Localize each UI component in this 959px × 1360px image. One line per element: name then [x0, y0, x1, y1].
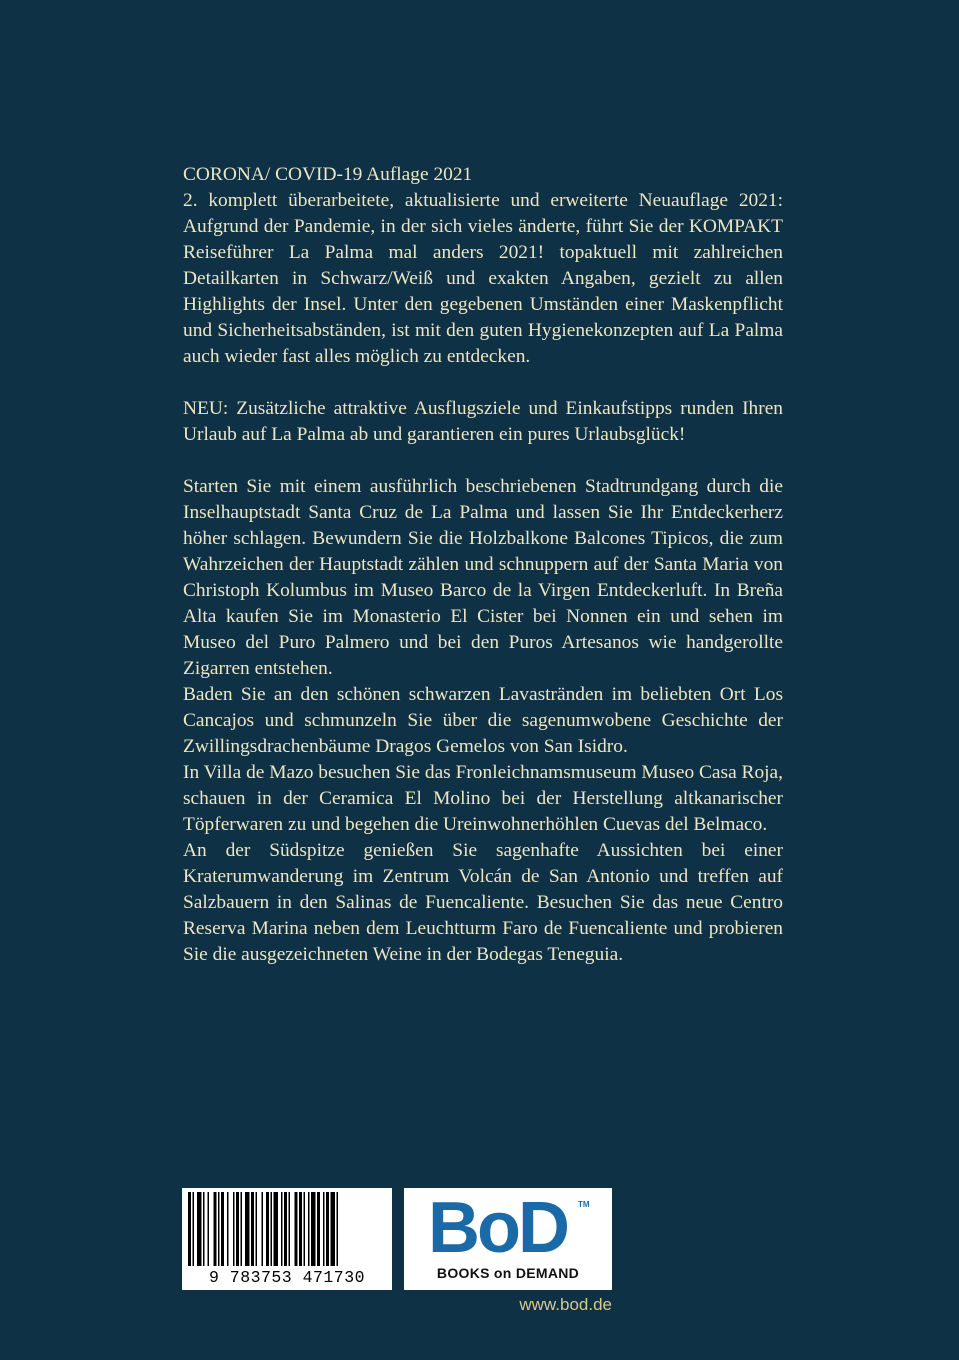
santa-cruz-paragraph: Starten Sie mit einem ausführlich beschriebenen Stadtrundgang durch die Inselhauptstadt Santa Cruz de La Palma und lassen Sie Ihr Entdeckerherz höher schlagen. Bewundern Sie die Holzbalkone Balcones Tipicos, die zum Wahrzeichen der Hauptstadt zählen und schnuppern auf der Santa Maria von Christoph Kolumbus im Museo Barco de la Virgen Entdeckerluft. In Breña Alta kaufen Sie im Monasterio El Cister bei Nonnen ein und sehen im Museo del Puro Palmero und bei den Puros Artesanos wie handgerollte Zigarren entstehen. — [183, 476, 783, 679]
trademark-mark: TM — [578, 1200, 590, 1209]
barcode-bar — [236, 1192, 239, 1266]
barcode-bar — [308, 1192, 310, 1266]
barcode-bar — [251, 1192, 254, 1266]
barcode-bar — [331, 1192, 336, 1266]
blurb-text — [183, 162, 783, 968]
publisher-tagline: BOOKS on DEMAND — [436, 1265, 580, 1281]
barcode-bar — [193, 1192, 195, 1266]
barcode-bar — [323, 1192, 325, 1266]
barcode-bar — [208, 1192, 210, 1266]
barcode-bar — [221, 1192, 224, 1266]
barcode-bar — [188, 1192, 191, 1266]
publisher-logo-box — [404, 1188, 612, 1290]
isbn-barcode — [182, 1188, 392, 1290]
barcode-bars — [182, 1188, 392, 1268]
isbn-digits: 9 783753 471730 — [208, 1268, 366, 1287]
south-tip-paragraph: An der Südspitze genießen Sie sagenhafte Aussichten bei einer Kraterumwanderung im Zentrum Volcán de San Antonio und treffen auf Salzbauern in den Salinas de Fuencaliente. Besuchen Sie das neue Centro Reserva Marina neben dem Leuchtturm Faro de Fuencaliente und probieren Sie die ausgezeichneten Weine in der Bodegas Teneguia. — [183, 840, 783, 965]
barcode-bar — [284, 1192, 287, 1266]
barcode-bar — [218, 1192, 220, 1266]
barcode-bar — [197, 1192, 202, 1266]
intro-paragraph: 2. komplett überarbeitete, aktualisierte und erweiterte Neuauflage 2021: Aufgrund der Pandemie, in der sich vieles änderte, führt Sie der KOMPAKT Reiseführer La Palma mal anders 2021! topaktuell mit zahlreichen Detailkarten in Schwarz/Weiß und exakten Angaben, gezielt zu allen Highlights der Insel. Unter den gegebenen Umständen einer Maskenpflicht und Sicherheitsabständen, ist mit den guten Hygienekonzepten auf La Palma auch wieder fast alles möglich zu entdecken. — [183, 190, 783, 367]
barcode-bar — [227, 1192, 229, 1266]
barcode-bar — [203, 1192, 205, 1266]
barcode-bar — [326, 1192, 329, 1266]
barcode-bar — [295, 1192, 298, 1266]
barcode-bar — [274, 1192, 279, 1266]
los-cancajos-paragraph: Baden Sie an den schönen schwarzen Lavastränden im beliebten Ort Los Cancajos und schmunzeln Sie über die sagenumwobene Geschichte der Zwillingsdrachenbäume Dragos Gemelos von San Isidro. — [183, 684, 783, 757]
barcode-bar — [241, 1192, 243, 1266]
barcode-bar — [214, 1192, 217, 1266]
barcode-bar — [262, 1192, 264, 1266]
edition-heading: CORONA/ COVID-19 Auflage 2021 — [183, 164, 473, 185]
barcode-bar — [311, 1192, 316, 1266]
barcode-bar — [233, 1192, 235, 1266]
barcode-bar — [304, 1192, 306, 1266]
bod-logo: BoD — [428, 1188, 567, 1268]
barcode-bar — [289, 1192, 291, 1266]
new-features-paragraph: NEU: Zusätzliche attraktive Ausflugsziele und Einkaufstipps runden Ihren Urlaub auf La Palma ab und garantieren ein pures Urlaubsglück! — [183, 398, 783, 445]
barcode-bar — [337, 1192, 339, 1266]
barcode-bar — [266, 1192, 269, 1266]
barcode-bar — [256, 1192, 258, 1266]
barcode-bar — [245, 1192, 250, 1266]
barcode-bar — [281, 1192, 283, 1266]
barcode-bar — [271, 1192, 273, 1266]
barcode-bar — [299, 1192, 302, 1266]
barcode-bar — [317, 1192, 320, 1266]
publisher-website: www.bod.de — [519, 1295, 612, 1314]
villa-de-mazo-paragraph: In Villa de Mazo besuchen Sie das Fronleichnamsmuseum Museo Casa Roja, schauen in der Ceramica El Molino bei der Herstellung altkanarischer Töpferwaren zu und begehen die Ureinwohnerhöhlen Cuevas del Belmaco. — [183, 762, 784, 835]
